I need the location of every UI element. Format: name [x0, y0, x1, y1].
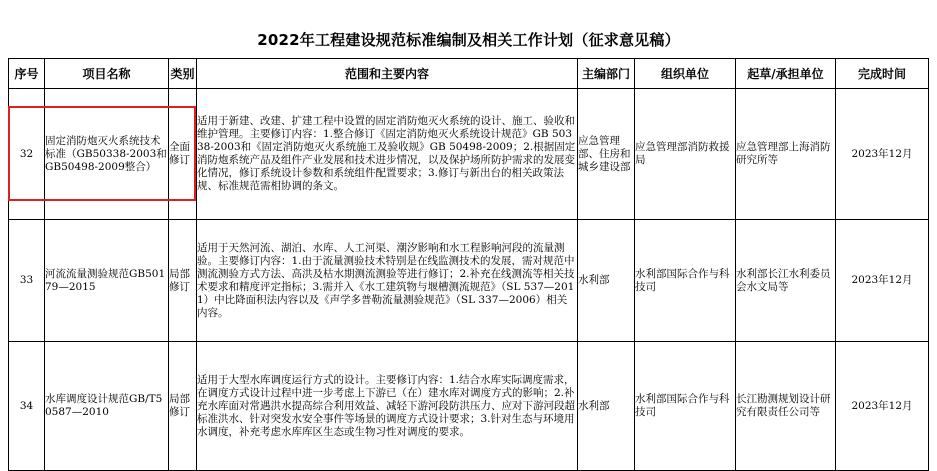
row-no: 32	[9, 89, 45, 220]
category: 局部修订	[169, 342, 197, 471]
project-name: 水库调度设计规范GB/T50587—2010	[45, 342, 169, 471]
completion-time: 2023年12月	[836, 89, 929, 220]
project-name: 河流流量测验规范GB50179—2015	[45, 220, 169, 342]
header-project-name: 项目名称	[45, 59, 169, 89]
chief-dept: 水利部	[578, 220, 635, 342]
category: 局部修订	[169, 220, 197, 342]
table-row	[9, 220, 929, 342]
header-scope: 范围和主要内容	[197, 59, 578, 89]
page-title: 2022年工程建设规范标准编制及相关工作计划（征求意见稿）	[257, 31, 680, 49]
header-row	[9, 59, 929, 89]
drafter: 应急管理部上海消防研究所等	[736, 89, 836, 220]
drafter: 水利部长江水利委员会水文局等	[736, 220, 836, 342]
header-chief-dept: 主编部门	[578, 59, 635, 89]
category: 全面修订	[169, 89, 197, 220]
organizer: 水利部国际合作与科技司	[635, 220, 736, 342]
completion-time: 2023年12月	[836, 220, 929, 342]
header-no: 序号	[9, 59, 45, 89]
scope-content: 适用于天然河流、湖泊、水库、人工河渠、潮汐影响和水工程影响河段的流量测验。主要修订内容：1.由于流量测验技术特别是在线监测技术的发展，需对规范中测流测验方式方法、高洪及枯水期测流测验等进行修订；2.补充在线测流等相关技术要求和精度评定指标；3.需并入《水工建筑物与堰槽测流规范》（SL 537—2011）中比降面积法内容以及《声学多普勒流量测验规范》（SL 337—2006）相关内容。	[197, 220, 578, 342]
table-row	[9, 89, 929, 220]
header-completion-time: 完成时间	[836, 59, 929, 89]
work-plan-table	[8, 58, 929, 471]
project-name: 固定消防炮灭火系统技术标准（GB50338-2003和GB50498-2009整合）	[45, 89, 169, 220]
chief-dept: 应急管理部、住房和城乡建设部	[578, 89, 635, 220]
completion-time: 2023年12月	[836, 342, 929, 471]
header-category: 类别	[169, 59, 197, 89]
row-no: 33	[9, 220, 45, 342]
chief-dept: 水利部	[578, 342, 635, 471]
header-organizer: 组织单位	[635, 59, 736, 89]
organizer: 应急管理部消防救援局	[635, 89, 736, 220]
header-drafter: 起草/承担单位	[736, 59, 836, 89]
table-row	[9, 342, 929, 471]
scope-content: 适用于大型水库调度运行方式的设计。主要修订内容：1.结合水库实际调度需求，在调度方式设计过程中进一步考虑上下游已（在）建水库对调度方式的影响；2.补充水库面对常遇洪水提高综合利用效益、减轻下游河段防洪压力、应对下游河段超标准洪水、针对突发水安全事件等场景的调度方式设计要求；3.针对生态与环境用水调度，补充考虑水库库区生态或生物习性对调度的要求。	[197, 342, 578, 471]
row-no: 34	[9, 342, 45, 471]
drafter: 长江勘测规划设计研究有限责任公司等	[736, 342, 836, 471]
organizer: 水利部国际合作与科技司	[635, 342, 736, 471]
scope-content: 适用于新建、改建、扩建工程中设置的固定消防炮灭火系统的设计、施工、验收和维护管理。主要修订内容：1.整合修订《固定消防炮灭火系统设计规范》GB 50338-2003和《固定消防炮灭火系统施工及验收规》GB 50498-2009；2.根据固定消防炮系统产品及组件产业发展和技术进步情况，以及保护场所防护需求的发展变化情况，修订系统设计参数和系统组件配置要求；3.修订与新出台的相关政策法规、标准规范需相协调的条文。	[197, 89, 578, 220]
